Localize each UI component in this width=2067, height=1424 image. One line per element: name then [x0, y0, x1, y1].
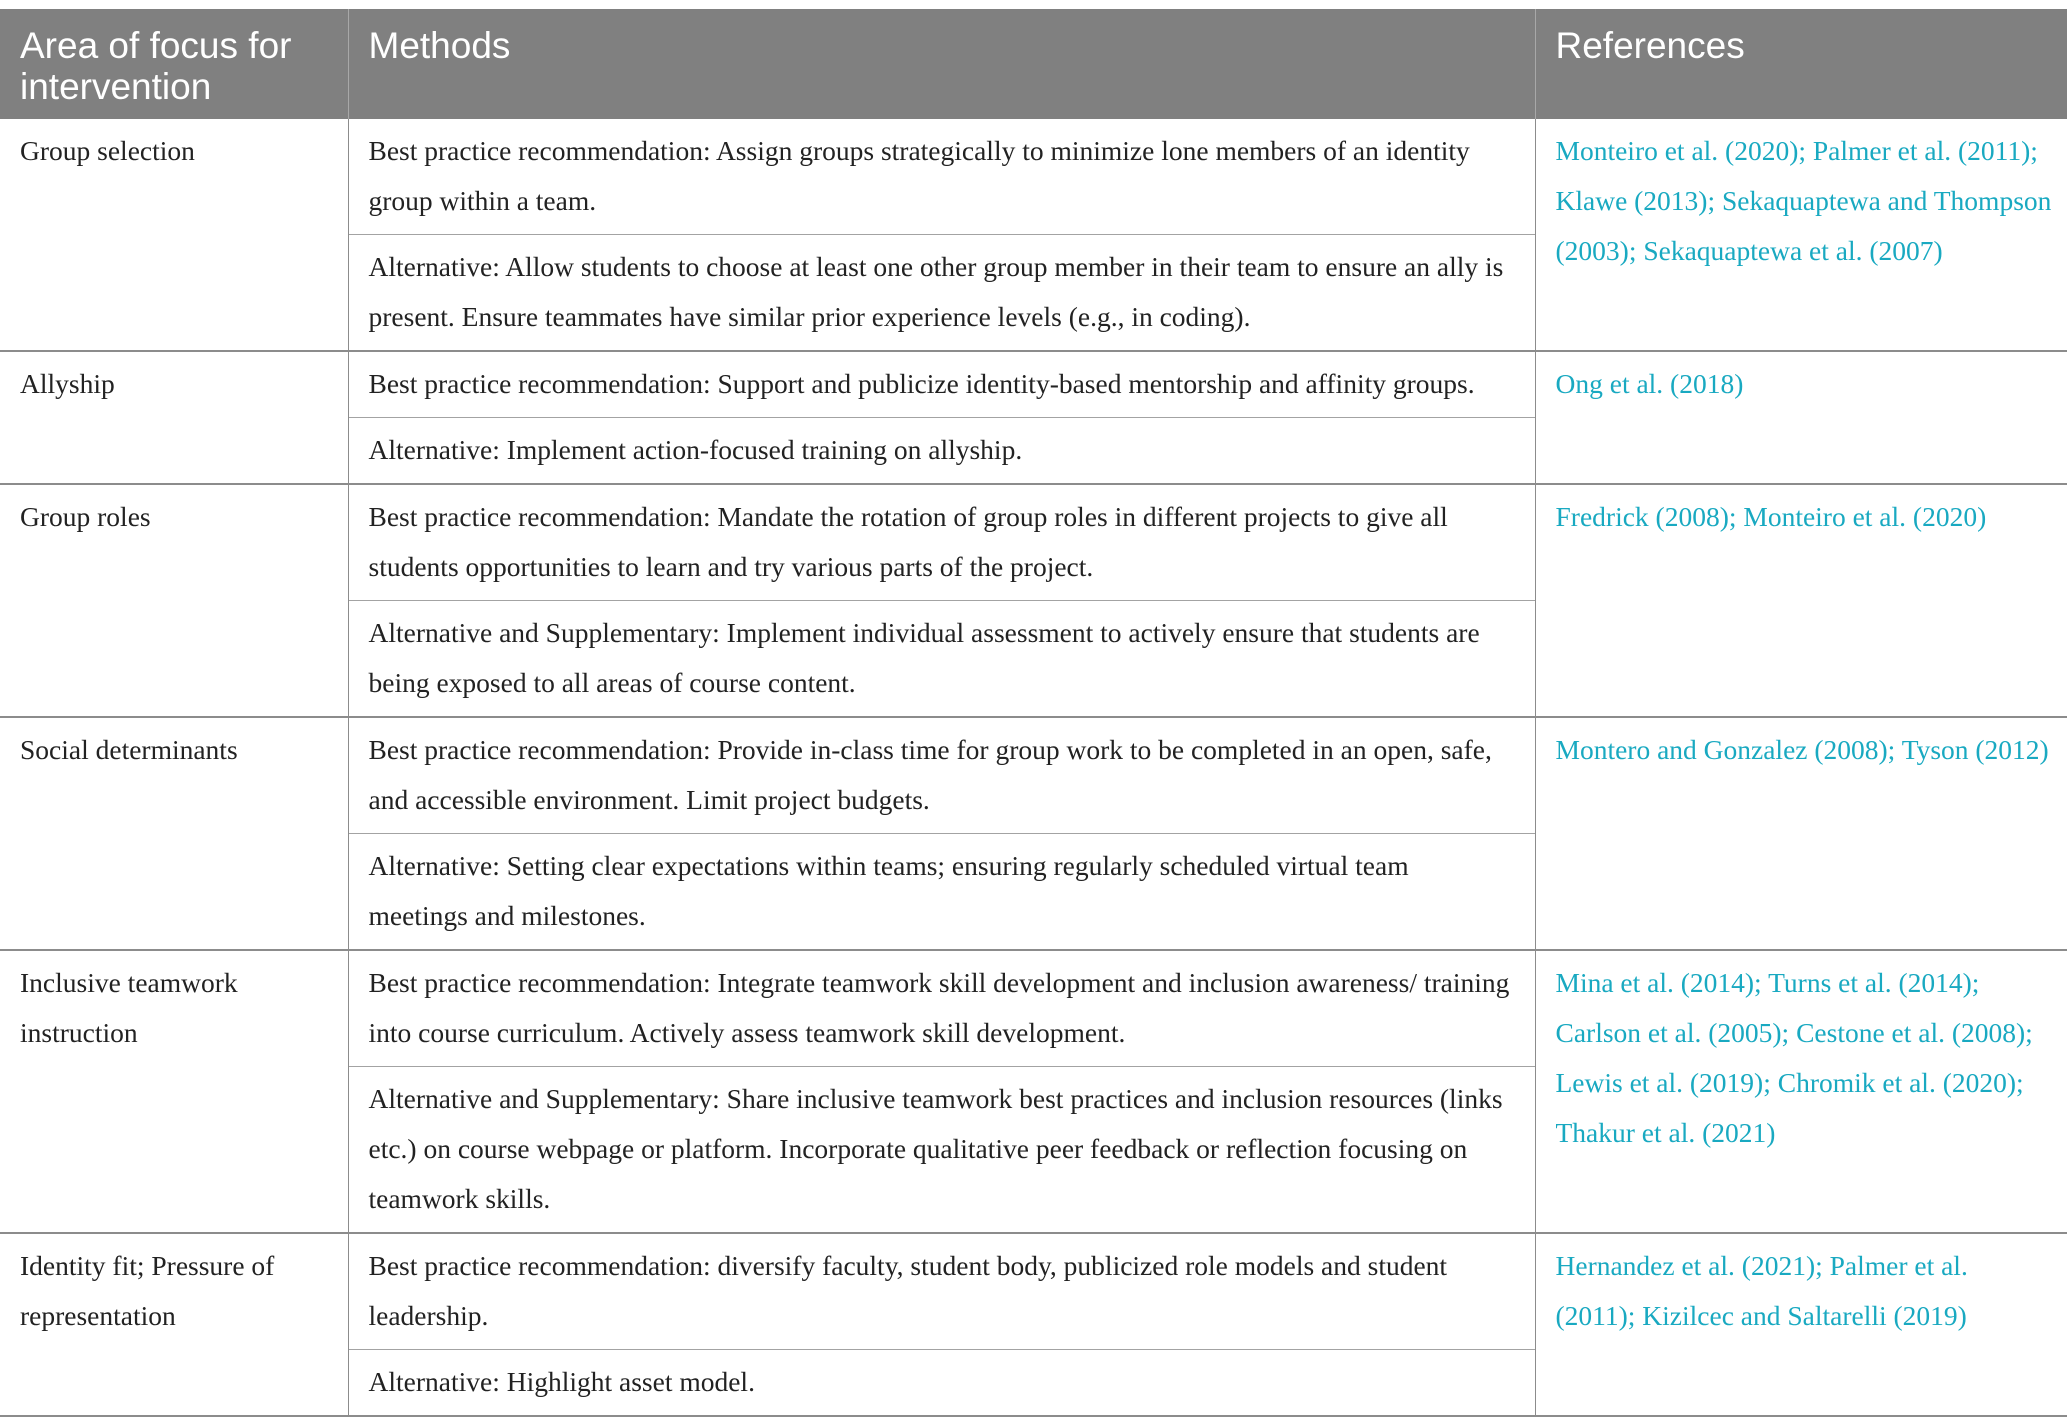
- references-link[interactable]: Hernandez et al. (2021); Palmer et al. (2011); Kizilcec and Saltarelli (2019): [1555, 1250, 1968, 1331]
- methods-cell: [348, 351, 1535, 484]
- references-cell: [1535, 119, 2067, 351]
- references-cell: [1535, 717, 2067, 950]
- header-row: [0, 9, 2067, 119]
- best-practice-method: Best practice recommendation: diversify faculty, student body, publicized role models and student leadership.: [368, 1250, 1448, 1331]
- references-link[interactable]: Montero and Gonzalez (2008); Tyson (2012): [1555, 734, 2049, 765]
- table-row: [0, 1233, 2067, 1416]
- area-cell: Group selection: [0, 119, 348, 351]
- best-practice-method: Best practice recommendation: Support and publicize identity-based mentorship and affinity groups.: [368, 368, 1475, 399]
- alternative-method: Alternative and Supplementary: Implement individual assessment to actively ensure that students are being exposed to all areas of course content.: [349, 600, 1535, 716]
- methods-cell: [348, 950, 1535, 1233]
- methods-cell: [348, 484, 1535, 717]
- header-area: Area of focus for intervention: [0, 9, 348, 119]
- table-header: [0, 9, 2067, 119]
- interventions-table: [0, 9, 2067, 1417]
- header-references: References: [1535, 9, 2067, 119]
- area-cell: Inclusive teamwork instruction: [0, 950, 348, 1233]
- best-practice-method: Best practice recommendation: Provide in-class time for group work to be completed in an open, safe, and accessible environment. Limit project budgets.: [368, 734, 1492, 815]
- alternative-method: Alternative: Implement action-focused training on allyship.: [349, 417, 1535, 483]
- references-cell: [1535, 950, 2067, 1233]
- header-methods: Methods: [348, 9, 1535, 119]
- alternative-method: Alternative and Supplementary: Share inclusive teamwork best practices and inclusion resources (links etc.) on course webpage or platform. Incorporate qualitative peer feedback or reflection focusing on teamwork skills.: [349, 1066, 1535, 1232]
- table-row: [0, 351, 2067, 484]
- methods-cell: [348, 119, 1535, 351]
- table-row: [0, 484, 2067, 717]
- references-cell: [1535, 351, 2067, 484]
- references-cell: [1535, 484, 2067, 717]
- best-practice-method: Best practice recommendation: Integrate teamwork skill development and inclusion awareness/ training into course curriculum. Actively assess teamwork skill development.: [368, 967, 1510, 1048]
- table-row: [0, 119, 2067, 351]
- table-row: [0, 950, 2067, 1233]
- area-cell: Social determinants: [0, 717, 348, 950]
- alternative-method: Alternative: Setting clear expectations within teams; ensuring regularly scheduled virtual team meetings and milestones.: [349, 833, 1535, 949]
- methods-cell: [348, 717, 1535, 950]
- references-link[interactable]: Fredrick (2008); Monteiro et al. (2020): [1555, 501, 1987, 532]
- area-cell: Identity fit; Pressure of representation: [0, 1233, 348, 1416]
- alternative-method: Alternative: Allow students to choose at least one other group member in their team to ensure an ally is present. Ensure teammates have similar prior experience levels (e.g., in coding).: [349, 234, 1535, 350]
- table-row: [0, 717, 2067, 950]
- area-cell: Group roles: [0, 484, 348, 717]
- best-practice-method: Best practice recommendation: Assign groups strategically to minimize lone members of an identity group within a team.: [368, 135, 1470, 216]
- methods-cell: [348, 1233, 1535, 1416]
- references-link[interactable]: Monteiro et al. (2020); Palmer et al. (2011); Klawe (2013); Sekaquaptewa and Thompson (2003); Sekaquaptewa et al. (2007): [1555, 135, 2052, 266]
- references-link[interactable]: Mina et al. (2014); Turns et al. (2014); Carlson et al. (2005); Cestone et al. (2008); Lewis et al. (2019); Chromik et al. (2020); Thakur et al. (2021): [1555, 967, 2033, 1148]
- table-body: [0, 119, 2067, 1416]
- best-practice-method: Best practice recommendation: Mandate the rotation of group roles in different projects to give all students opportunities to learn and try various parts of the project.: [368, 501, 1448, 582]
- area-cell: Allyship: [0, 351, 348, 484]
- alternative-method: Alternative: Highlight asset model.: [349, 1349, 1535, 1415]
- references-link[interactable]: Ong et al. (2018): [1555, 368, 1744, 399]
- references-cell: [1535, 1233, 2067, 1416]
